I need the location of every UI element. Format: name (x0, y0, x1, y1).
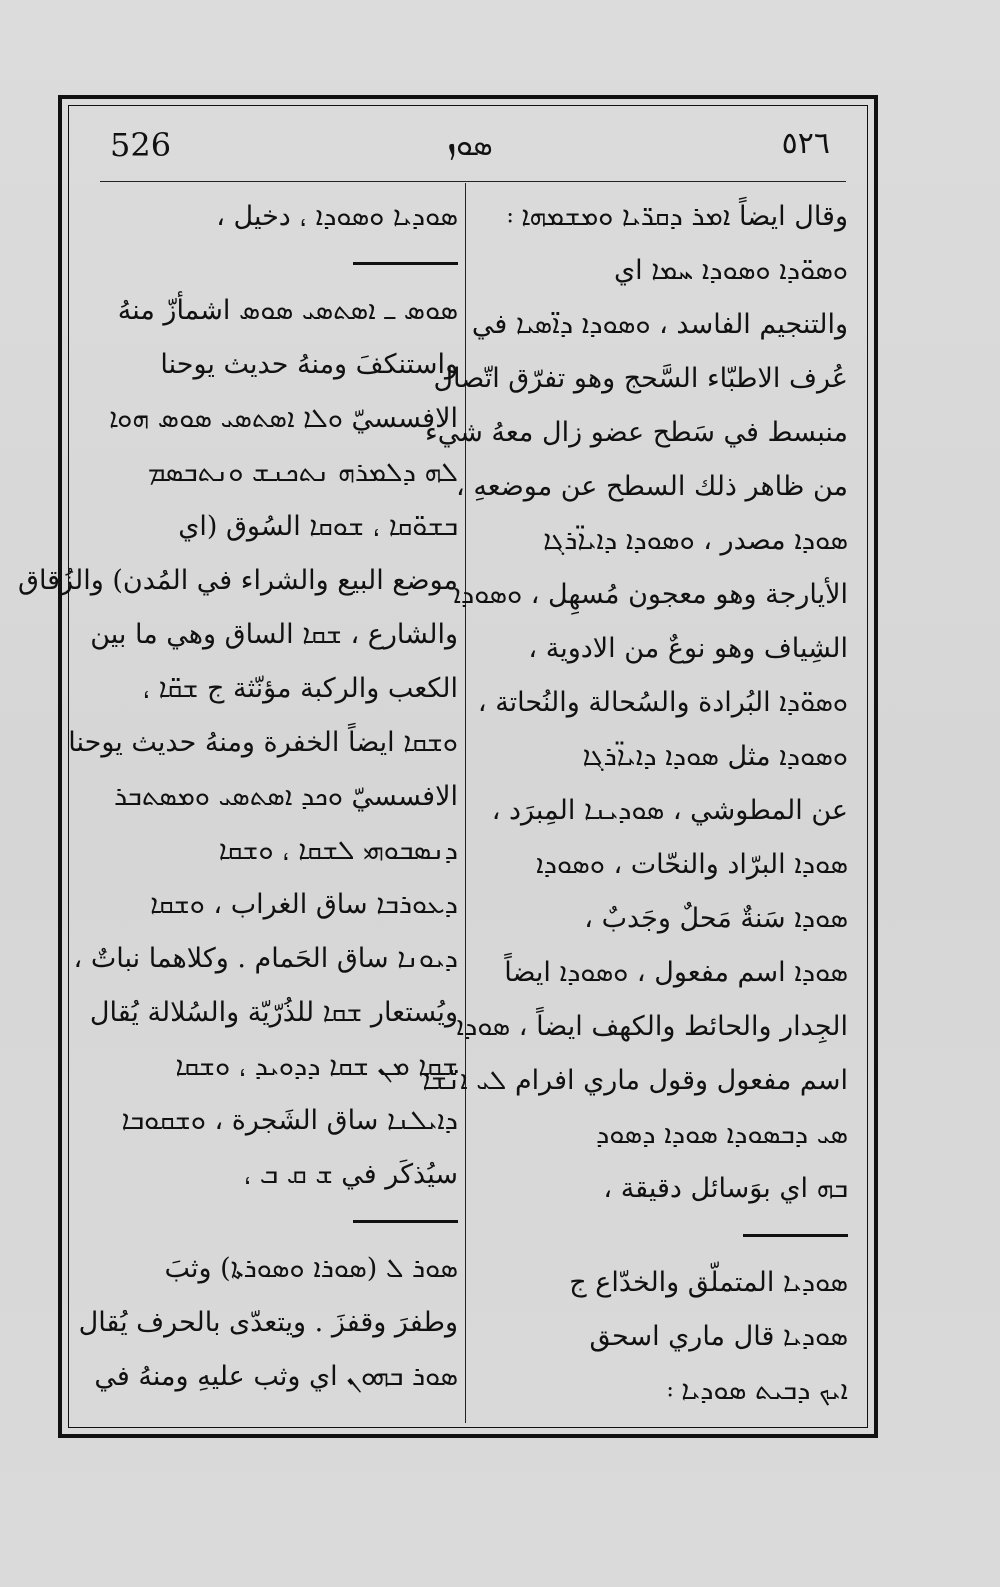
text-line: ܕܐܝܠܢܐ ساق الشَجرة ، ܘܫܩܘܒܐ (121, 1105, 458, 1136)
text-line: ܣܘܕܐ البرّاد والنحّات ، ܘܣܘܕܐ (536, 849, 848, 880)
text-line: الجِدار والحائط والكهف ايضاً ، ܣܘܕܐ (456, 1011, 848, 1042)
text-line: ܘܣܘܕܐ مثل ܣܘܕܐ ܕܐܝܐ̈ܪܓܐ (582, 741, 848, 772)
header-rule (100, 181, 846, 182)
separator-bar (743, 1234, 848, 1237)
entry-separator-rule (478, 1216, 848, 1256)
text-line: اسم مفعول وقول ماري افرام ܠܝ ܐܢ̈ܫܐ (422, 1065, 848, 1096)
page-number-latin: 526 (110, 126, 172, 164)
text-line: ܕܢܣܒܘܗܝ ܠܫܩܐ ، ܘܫܩܐ (218, 835, 458, 866)
left-column (18, 190, 458, 1404)
text-line: ܣܘܪ ܠ (ܣܘܪܐ ܘܣܘܪܬܐ) وثبَ (164, 1253, 458, 1284)
entry-separator-rule (80, 244, 458, 284)
separator-bar (353, 262, 458, 265)
text-line: والتنجيم الفاسد ، ܘܣܘܕܐ ܕܐ̈ܣܝܐ في (471, 309, 848, 340)
text-line: ܒܗ اي بوَسائل دقيقة ، (603, 1173, 848, 1204)
text-line: ܠܗ ܕܠܡܪܗ ܢܬܟܢܫ ܘܢܬܒܣܡ (147, 457, 458, 488)
text-line: ܣܘܕܐ مصدر ، ܘܣܘܕܐ ܕܐܝܐ̈ܪܓܐ (543, 525, 848, 556)
text-line: موضع البيع والشراء في المُدن) والزُقاق (18, 565, 458, 596)
text-line: ܣܘܕܐ اسم مفعول ، ܘܣܘܕܐ ايضاً (504, 957, 848, 988)
text-line: الأيارجة وهو معجون مُسهِل ، ܘܣܘܕܐ (453, 579, 848, 610)
text-line: من ظاهر ذلك السطح عن موضعهِ ، (456, 471, 848, 502)
text-line: ܘܣܘ̈ܕܐ ܘܣܘܕܐ ܚܡܐ اي (613, 255, 848, 286)
text-line: سيُذكَر في ܫ ܩ ܒ ، (243, 1159, 458, 1190)
text-line: واستنكفَ ومنهُ حديث يوحنا (160, 349, 458, 380)
text-line: ܣܘܕܝܐ المتملّق والخدّاع ج (569, 1267, 848, 1298)
text-line: والشارع ، ܫܩܐ الساق وهي ما بين (90, 619, 458, 650)
text-line: ܐܝܟ ܕܒܝܬ ܣܘܕܝܐ ܃ (667, 1375, 848, 1406)
text-line: ܣܘܕܐ سَنةٌ مَحلٌ وجَدبٌ ، (584, 903, 848, 934)
text-line: الشِياف وهو نوعٌ من الادوية ، (528, 633, 848, 664)
text-line: ܘܫܩܐ ايضاً الخفرة ومنهُ حديث يوحنا (68, 727, 458, 758)
text-line: ܒܫܘ̈ܩܐ ، ܫܘܩܐ السُوق (اي (178, 511, 458, 542)
running-head: ܣܘܙ (447, 128, 493, 163)
entry-separator-rule (80, 1202, 458, 1242)
text-line: منبسط في سَطح عضو زال معهُ شيء (425, 417, 848, 448)
text-line: ܣܘܕܝܐ قال ماري اسحق (589, 1321, 848, 1352)
text-line: ويُستعار ܫܩܐ للذُرّيّة والسُلالة يُقال (89, 997, 458, 1028)
text-line: وقال ايضاً ܐܡܪ ܕܩܪ̈ܝܐ ܘܡܫܡܗܐ ܃ (507, 201, 848, 232)
text-line: ܕܝܘܢܐ ساق الحَمام . وكلاهما نباتٌ ، (73, 943, 458, 974)
text-line: ܣܘܣ ـ ܐܣܬܣܝ ܣܘܣ اشمأزّ منهُ (117, 295, 458, 326)
text-line: عُرف الاطبّاء السَّحج وهو تفرّق اتّصال (433, 363, 848, 394)
separator-bar (353, 1220, 458, 1223)
text-line: الافسسيّ ܘܠܐ ܐܣܬܣܝ ܣܘܣ ܗܘܐ (109, 403, 458, 434)
page-header (100, 120, 840, 166)
right-column (422, 190, 848, 1418)
text-line: ܣܘܕܝܐ ܘܣܘܕܐ ، دخيل ، (216, 201, 458, 232)
text-line: ܕܥܘܪܒܐ ساق الغراب ، ܘܫܩܐ (150, 889, 458, 920)
text-line: وطفرَ وقفزَ . ويتعدّى بالحرف يُقال (78, 1307, 458, 1338)
text-line: الكعب والركبة مؤنّثة ج ܫܩ̈ܐ ، (142, 673, 458, 704)
text-line: ܫܩܐ ܡܢ ܫܩܐ ܕܕܘܝܕ ، ܘܫܩܐ (175, 1051, 458, 1082)
page-number-arabic: ٥٢٦ (781, 126, 830, 161)
text-line: ܘܣܘ̈ܕܐ البُرادة والسُحالة والنُحاتة ، (477, 687, 848, 718)
text-line: ܣܘܪ ܒܗܘܢ اي وثب عليهِ ومنهُ في (94, 1361, 458, 1392)
text-line: ܣܝ ܕܒܣܘܕܐ ܣܘܕܐ ܕܣܘܕ (596, 1119, 848, 1150)
text-line: عن المطوشي ، ܣܘܕܝܢܐ المِبرَد ، (491, 795, 848, 826)
text-line: الافسسيّ ܘܟܕ ܐܣܬܣܝ ܘܡܣܬܒܪ (113, 781, 458, 812)
